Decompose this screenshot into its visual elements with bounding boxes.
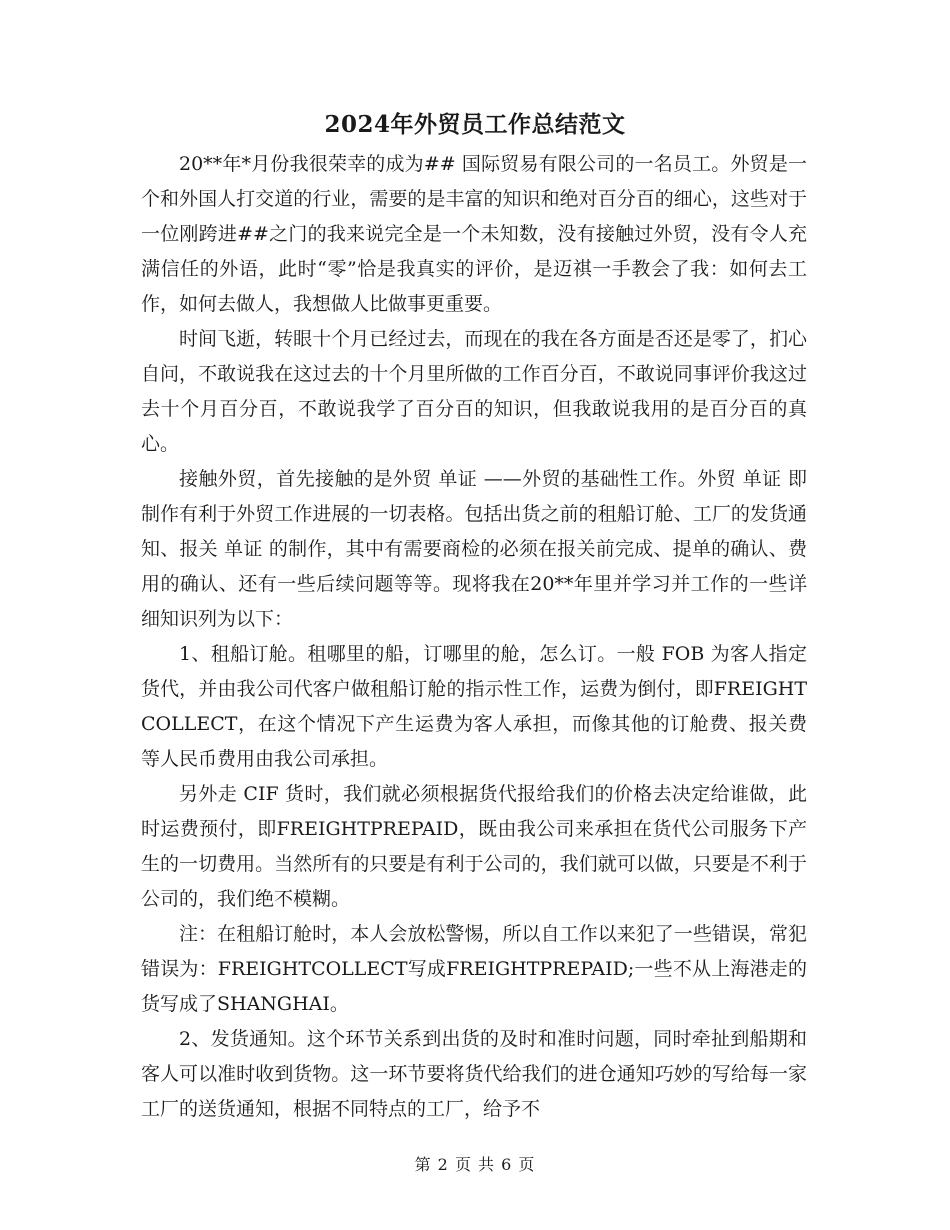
document-body [141, 147, 807, 1127]
paragraph: 20**年*月份我很荣幸的成为## 国际贸易有限公司的一名员工。外贸是一个和外国人打交道的行业，需要的是丰富的知识和绝对百分百的细心，这些对于一位刚跨进##之门的我来说完全是一个未知数，没有接触过外贸，没有令人充满信任的外语，此时“零”恰是我真实的评价，是迈祺一手教会了我：如何去工作，如何去做人，我想做人比做事更重要。 [141, 153, 807, 315]
paragraph: 2、发货通知。这个环节关系到出货的及时和准时问题，同时牵扯到船期和客人可以准时收到货物。这一环节要将货代给我们的进仓通知巧妙的写给每一家工厂的送货通知，根据不同特点的工厂，给予不 [141, 1028, 807, 1120]
paragraph: 另外走 CIF 货时，我们就必须根据货代报给我们的价格去决定给谁做，此时运费预付，即FREIGHTPREPAID，既由我公司来承担在货代公司服务下产生的一切费用。当然所有的只要是有利于公司的，我们就可以做，只要是不利于公司的，我们绝不模糊。 [141, 783, 807, 910]
paragraph: 1、租船订舱。租哪里的船，订哪里的舱，怎么订。一般 FOB 为客人指定货代，并由我公司代客户做租船订舱的指示性工作，运费为倒付，即FREIGHTCOLLECT，在这个情况下产生运费为客人承担，而像其他的订舱费、报关费等人民币费用由我公司承担。 [141, 643, 807, 770]
paragraph: 接触外贸，首先接触的是外贸 单证 ——外贸的基础性工作。外贸 单证 即制作有利于外贸工作进展的一切表格。包括出货之前的租船订舱、工厂的发货通知、报关 单证 的制作，其中有需要商检的必须在报关前完成、提单的确认、费用的确认、还有一些后续问题等等。现将我在20**年里并学习并工作的一些详细知识列为以下： [141, 468, 807, 630]
page-title: 2024年外贸员工作总结范文 [324, 111, 626, 138]
paragraph: 注：在租船订舱时，本人会放松警惕，所以自工作以来犯了一些错误，常犯错误为：FREIGHTCOLLECT写成FREIGHTPREPAID;一些不从上海港走的货写成了SHANGHAI。 [141, 923, 807, 1015]
paragraph: 时间飞逝，转眼十个月已经过去，而现在的我在各方面是否还是零了，扪心自问，不敢说我在这过去的十个月里所做的工作百分百，不敢说同事评价我这过去十个月百分百，不敢说我学了百分百的知识，但我敢说我用的是百分百的真心。 [141, 328, 807, 455]
page-footer: 第 2 页 共 6 页 [414, 1155, 536, 1174]
